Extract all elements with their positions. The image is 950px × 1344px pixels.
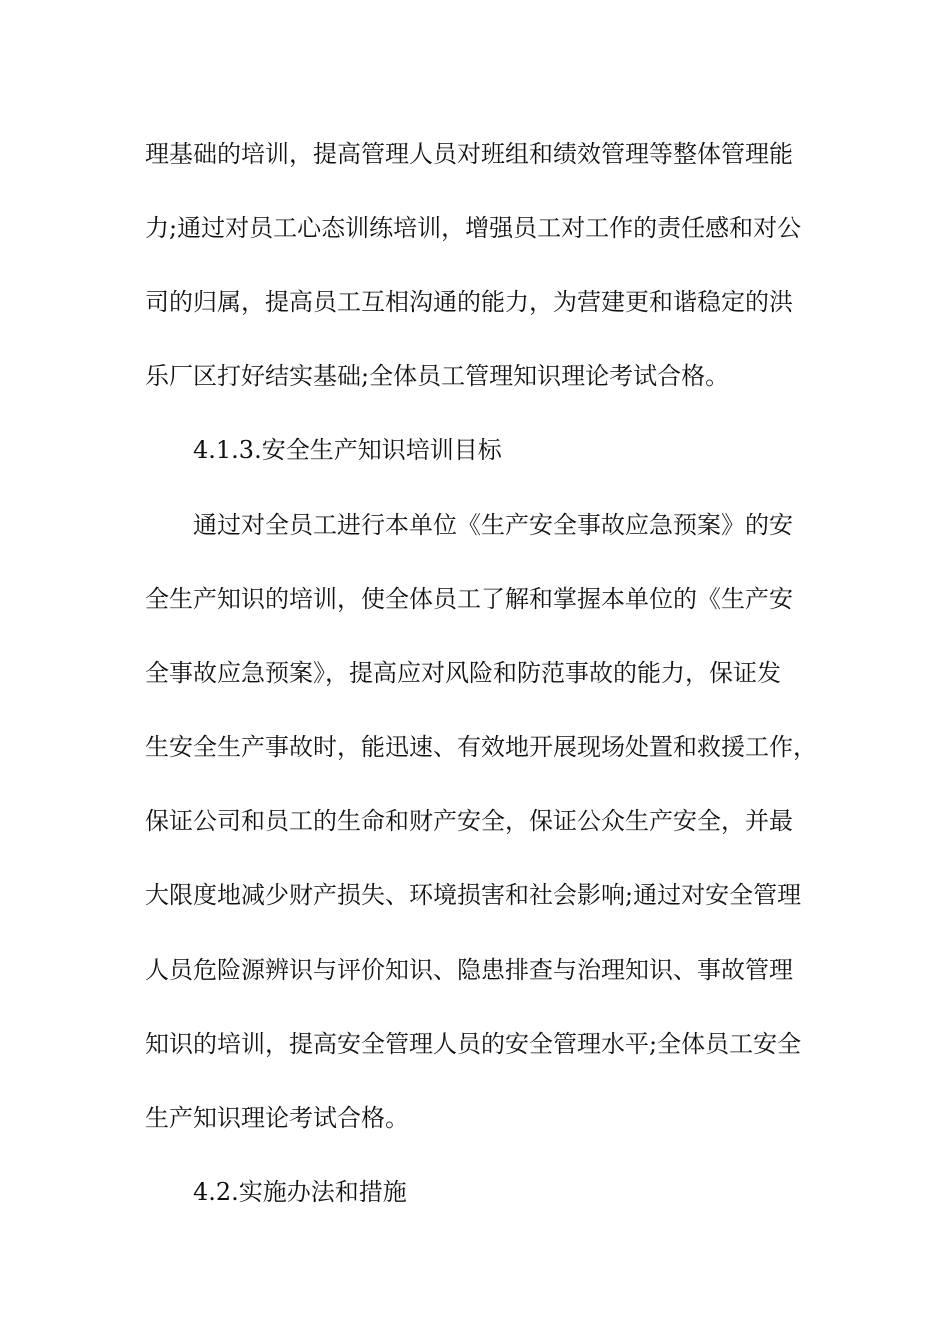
- paragraph-line: 生安全生产事故时，能迅速、有效地开展现场处置和救援工作，: [145, 733, 817, 761]
- paragraph-line: 乐厂区打好结实基础;全体员工管理知识理论考试合格。: [145, 362, 730, 390]
- paragraph-line: 全事故应急预案》，提高应对风险和防范事故的能力，保证发: [145, 659, 781, 687]
- paragraph-line: 大限度地减少财产损失、环境损害和社会影响;通过对安全管理: [145, 881, 802, 909]
- section-heading: 4.2.实施办法和措施: [193, 1178, 407, 1206]
- paragraph-line: 保证公司和员工的生命和财产安全，保证公众生产安全，并最: [145, 807, 793, 835]
- paragraph-line: 人员危险源辨识与评价知识、隐患排查与治理知识、事故管理: [145, 956, 793, 984]
- paragraph-line: 知识的培训，提高安全管理人员的安全管理水平;全体员工安全: [145, 1030, 802, 1058]
- paragraph-line: 理基础的培训，提高管理人员对班组和绩效管理等整体管理能: [145, 140, 793, 168]
- section-heading: 4.1.3.安全生产知识培训目标: [193, 436, 502, 464]
- paragraph-line: 力;通过对员工心态训练培训，增强员工对工作的责任感和对公: [145, 214, 802, 242]
- paragraph-line: 生产知识理论考试合格。: [145, 1104, 409, 1132]
- paragraph-line: 通过对全员工进行本单位《生产安全事故应急预案》的安: [193, 511, 793, 539]
- paragraph-line: 全生产知识的培训，使全体员工了解和掌握本单位的《生产安: [145, 585, 793, 613]
- paragraph-line: 司的归属，提高员工互相沟通的能力，为营建更和谐稳定的洪: [145, 288, 793, 316]
